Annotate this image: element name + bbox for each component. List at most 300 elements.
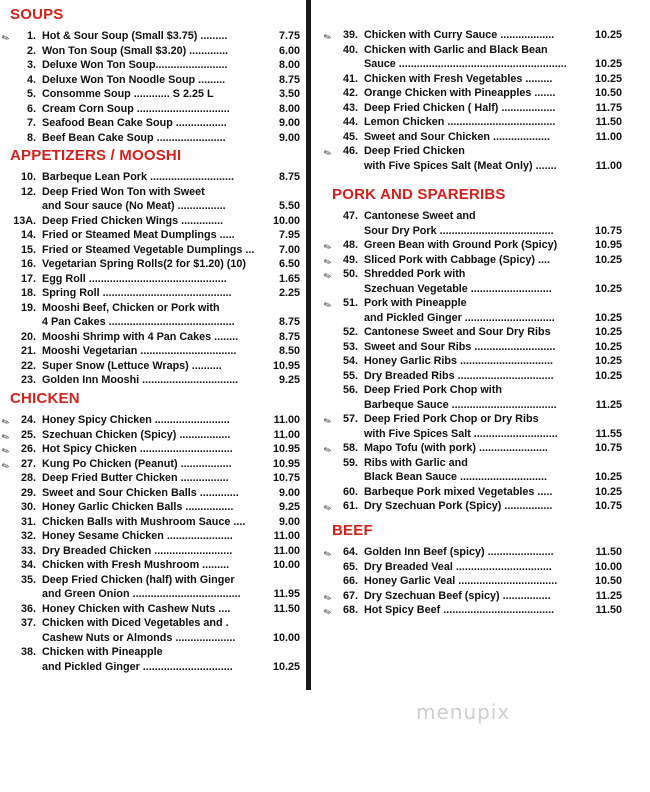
menu-item <box>10 170 300 185</box>
item-number: 28. <box>20 472 36 484</box>
menu-item <box>332 369 622 384</box>
item-number: 45. <box>342 130 358 143</box>
item-price: 10.25 <box>594 311 622 324</box>
item-number: 4. <box>26 73 36 86</box>
item-name: Beef Bean Cake Soup ....................... <box>42 131 226 144</box>
item-number: 19. <box>20 301 36 314</box>
item-name: Sweet and Sour Chicken ................... <box>364 130 550 143</box>
item-number: 37. <box>20 617 36 629</box>
item-price: 10.75 <box>594 224 622 237</box>
item-number: 41. <box>342 72 358 85</box>
item-price: 1.65 <box>278 272 300 285</box>
menu-item <box>332 398 622 413</box>
menu-item <box>10 272 300 287</box>
item-price: 11.50 <box>595 604 622 616</box>
item-name: Deep Fried Chicken Wings .............. <box>42 214 224 227</box>
item-name: Super Snow (Lettuce Wraps) .......... <box>42 359 222 372</box>
menu-item <box>10 515 300 530</box>
item-name: Dry Breaded Ribs ................................ <box>364 369 554 382</box>
item-name: Barbeque Pork mixed Vegetables ..... <box>364 485 553 498</box>
item-name: Golden Inn Beef (spicy) ...................... <box>364 546 554 558</box>
item-price: 8.00 <box>278 59 300 71</box>
item-number: 56. <box>342 384 358 396</box>
item-number: 31. <box>20 515 36 528</box>
spicy-marker-icon: ✎ <box>322 414 334 428</box>
item-number: 66. <box>342 575 358 587</box>
item-name: Shredded Pork with <box>364 268 466 280</box>
item-price: 10.25 <box>594 369 622 382</box>
menu-item <box>10 257 300 272</box>
item-name: Cream Corn Soup ............................... <box>42 102 230 115</box>
menu-item <box>332 354 622 369</box>
item-price: 11.00 <box>273 414 300 426</box>
section-title: PORK AND SPARERIBS <box>332 186 506 203</box>
item-number: 26. <box>20 443 36 455</box>
item-price: 10.25 <box>594 471 622 483</box>
menu-item <box>10 58 300 73</box>
item-price: 7.95 <box>278 229 300 241</box>
menu-item <box>332 57 622 72</box>
item-price: 11.50 <box>595 546 622 558</box>
item-name: Hot & Sour Soup (Small $3.75) ......... <box>42 30 228 42</box>
menu-item <box>10 602 300 617</box>
menu-item <box>322 589 622 604</box>
section-title: APPETIZERS / MOOSHI <box>10 147 182 164</box>
item-name: Sweet and Sour Chicken Balls ............. <box>42 486 239 499</box>
menu-item <box>10 286 300 301</box>
item-name: Honey Sesame Chicken ...................... <box>42 530 233 542</box>
menu-section <box>0 6 300 145</box>
item-number: 3. <box>26 59 36 71</box>
item-number: 53. <box>342 340 358 353</box>
menu-item <box>0 457 300 472</box>
menu-item <box>332 159 622 174</box>
item-price: 9.25 <box>278 501 300 513</box>
item-price: 11.25 <box>595 589 622 602</box>
item-number: 61. <box>342 500 358 512</box>
item-name: Szechuan Chicken (Spicy) ................. <box>42 428 231 441</box>
menu-section <box>10 147 300 388</box>
item-price: 11.50 <box>273 602 300 615</box>
menu-item <box>10 214 300 229</box>
item-price: 10.00 <box>272 214 300 227</box>
item-price: 10.25 <box>594 340 622 353</box>
item-price: 3.50 <box>278 88 300 100</box>
spicy-marker-icon: ✎ <box>0 31 12 45</box>
item-price: 6.00 <box>278 44 300 57</box>
menu-item <box>10 199 300 214</box>
menu-item <box>10 500 300 515</box>
item-price: 10.25 <box>594 253 622 266</box>
item-number: 57. <box>342 413 358 425</box>
menu-item <box>10 116 300 131</box>
menu-item <box>332 560 622 575</box>
item-name: Chicken Balls with Mushroom Sauce .... <box>42 515 246 528</box>
item-number: 39. <box>342 29 358 41</box>
item-price: 10.25 <box>272 660 300 673</box>
menu-item <box>10 315 300 330</box>
item-name: Sauce ........................................................ <box>364 58 567 70</box>
item-number: 34. <box>20 559 36 571</box>
item-name: Sour Dry Pork ...................................... <box>364 224 554 237</box>
item-number: 54. <box>342 355 358 367</box>
spicy-marker-icon: ✎ <box>322 30 334 44</box>
menu-item <box>10 529 300 544</box>
item-number: 52. <box>342 326 358 338</box>
item-name: Fried or Steamed Meat Dumplings ..... <box>42 229 235 241</box>
item-name: Honey Garlic Ribs ............................... <box>364 355 553 367</box>
menu-item <box>332 72 622 87</box>
item-price: 10.95 <box>272 457 300 470</box>
spicy-marker-icon: ✎ <box>322 298 334 312</box>
menu-section <box>322 522 622 619</box>
item-number: 10. <box>20 171 36 183</box>
item-price: 10.50 <box>594 575 622 587</box>
item-name: Cashew Nuts or Almonds .................... <box>42 631 236 644</box>
menu-item <box>332 383 622 398</box>
item-name: Golden Inn Mooshi ................................ <box>42 374 239 386</box>
item-number: 24. <box>20 414 36 426</box>
item-number: 48. <box>342 239 358 251</box>
menu-item <box>322 238 622 254</box>
item-name: Chicken with Curry Sauce .................. <box>364 29 555 41</box>
item-number: 49. <box>342 253 358 266</box>
item-number: 46. <box>342 145 358 157</box>
menu-item <box>332 86 622 101</box>
item-number: 27. <box>20 457 36 470</box>
item-name: Mooshi Vegetarian ................................ <box>42 345 237 357</box>
menu-item <box>322 603 622 619</box>
menu-item <box>332 209 622 224</box>
spicy-marker-icon: ✎ <box>322 255 334 268</box>
spicy-marker-icon: ✎ <box>322 443 334 457</box>
item-name: Barbeque Lean Pork ............................ <box>42 171 234 183</box>
item-name: Dry Szechuan Pork (Spicy) ................ <box>364 500 553 512</box>
menu-item <box>10 73 300 88</box>
menu-item <box>322 545 622 561</box>
item-name: Vegetarian Spring Rolls(2 for $1.20) (10) <box>42 258 247 270</box>
item-price: 9.00 <box>278 131 300 144</box>
menu-item <box>322 499 622 515</box>
item-number: 16. <box>20 258 36 270</box>
item-name: Deep Fried Won Ton with Sweet <box>42 185 205 198</box>
menu-item <box>332 282 622 297</box>
item-name: Dry Szechuan Beef (spicy) ................ <box>364 589 551 602</box>
menu-item <box>332 101 622 116</box>
menu-item <box>332 325 622 340</box>
item-number: 60. <box>342 485 358 498</box>
menu-item <box>332 43 622 58</box>
item-price: 10.25 <box>594 326 622 338</box>
menu-item <box>10 102 300 117</box>
menu-item <box>322 412 622 428</box>
item-name: Orange Chicken with Pineapples ....... <box>364 87 556 99</box>
item-name: Chicken with Fresh Mushroom ......... <box>42 559 230 571</box>
item-number: 32. <box>20 530 36 542</box>
menu-item <box>332 115 622 130</box>
item-number: 42. <box>342 87 358 99</box>
menu-item <box>10 660 300 675</box>
watermark: menupix <box>416 700 511 724</box>
menu-item <box>10 645 300 660</box>
item-price: 10.25 <box>594 282 622 295</box>
item-number: 64. <box>342 546 358 558</box>
menu-item <box>322 441 622 457</box>
menu-item <box>332 485 622 500</box>
item-name: Black Bean Sauce ............................. <box>364 471 548 483</box>
spicy-marker-icon: ✎ <box>322 605 334 619</box>
spicy-marker-icon: ✎ <box>0 459 12 472</box>
menu-item <box>10 486 300 501</box>
item-name: Deluxe Won Ton Soup........................ <box>42 59 228 71</box>
menu-item <box>10 573 300 588</box>
menu-section <box>322 186 622 515</box>
item-name: Deep Fried Pork Chop with <box>364 384 502 396</box>
item-name: Deluxe Won Ton Noodle Soup ......... <box>42 73 226 86</box>
item-price: 6.50 <box>278 258 300 270</box>
menu-section <box>322 28 622 173</box>
item-name: Pork with Pineapple <box>364 297 467 309</box>
item-name: with Five Spices Salt (Meat Only) ....... <box>364 159 557 172</box>
menu-item <box>332 224 622 239</box>
item-price: 8.75 <box>278 330 300 343</box>
item-price: 10.25 <box>594 72 622 85</box>
item-number: 5. <box>26 88 36 100</box>
item-name: Sliced Pork with Cabbage (Spicy) .... <box>364 253 550 266</box>
menu-item <box>10 544 300 559</box>
item-number: 44. <box>342 116 358 128</box>
item-price: 10.00 <box>272 559 300 571</box>
item-price: 10.75 <box>594 500 622 512</box>
item-price: 10.25 <box>594 355 622 367</box>
item-number: 23. <box>20 374 36 386</box>
item-name: Barbeque Sauce ................................... <box>364 398 557 411</box>
menu-item <box>332 130 622 145</box>
item-price: 8.75 <box>278 73 300 86</box>
item-price: 10.25 <box>594 485 622 498</box>
item-price: 8.75 <box>278 316 300 328</box>
item-number: 51. <box>342 297 358 309</box>
item-number: 68. <box>342 604 358 616</box>
item-price: 11.00 <box>595 159 622 172</box>
menu-item <box>0 428 300 443</box>
item-number: 1. <box>26 30 36 42</box>
item-price: 8.50 <box>278 345 300 357</box>
menu-item <box>322 253 622 268</box>
item-number: 33. <box>20 544 36 557</box>
item-name: Dry Breaded Chicken .......................... <box>42 544 233 557</box>
spicy-marker-icon: ✎ <box>322 501 334 515</box>
item-number: 18. <box>20 287 36 299</box>
item-name: Honey Garlic Veal ................................. <box>364 575 558 587</box>
item-price: 10.25 <box>594 29 622 41</box>
item-name: Deep Fried Pork Chop or Dry Ribs <box>364 413 539 425</box>
item-name: Chicken with Diced Vegetables and . <box>42 617 229 629</box>
menu-item <box>332 427 622 442</box>
item-name: Chicken with Pineapple <box>42 646 163 658</box>
item-number: 29. <box>20 486 36 499</box>
item-number: 55. <box>342 369 358 382</box>
item-number: 7. <box>26 117 36 129</box>
menu-item <box>10 87 300 102</box>
menu-item <box>10 373 300 388</box>
item-price: 11.55 <box>595 427 622 440</box>
item-name: Deep Fried Butter Chicken ................ <box>42 472 229 484</box>
item-name: Egg Roll .............................................. <box>42 272 227 285</box>
item-number: 43. <box>342 101 358 114</box>
menu-item <box>10 587 300 602</box>
item-number: 22. <box>20 359 36 372</box>
item-number: 59. <box>342 456 358 469</box>
item-name: Cantonese Sweet and <box>364 210 476 222</box>
item-name: Honey Garlic Chicken Balls ................ <box>42 501 234 513</box>
item-name: and Green Onion .................................... <box>42 588 241 600</box>
item-name: Honey Chicken with Cashew Nuts .... <box>42 602 231 615</box>
menu-item <box>10 301 300 316</box>
spicy-marker-icon: ✎ <box>0 444 12 458</box>
item-number: 38. <box>20 646 36 658</box>
item-name: Kung Po Chicken (Peanut) ................. <box>42 457 232 470</box>
item-price: 11.50 <box>595 116 622 128</box>
item-price: 2.25 <box>278 287 300 299</box>
item-price: 5.50 <box>278 200 300 212</box>
item-number: 2. <box>26 44 36 57</box>
section-title: SOUPS <box>10 6 64 23</box>
menu-item <box>332 574 622 589</box>
item-price: 10.95 <box>594 239 622 251</box>
spicy-marker-icon: ✎ <box>322 240 334 254</box>
item-name: Won Ton Soup (Small $3.20) ............. <box>42 44 229 57</box>
menu-item <box>322 144 622 160</box>
menu-item <box>10 344 300 359</box>
item-price: 11.00 <box>273 428 300 441</box>
item-name: Spring Roll ........................................... <box>42 287 232 299</box>
menu-item <box>10 185 300 200</box>
menu-item <box>0 413 300 429</box>
item-number: 65. <box>342 560 358 573</box>
item-price: 10.95 <box>272 443 300 455</box>
item-name: Consomme Soup ............ S 2.25 L <box>42 88 214 100</box>
item-price: 10.75 <box>272 472 300 484</box>
menu-item <box>10 616 300 631</box>
item-number: 50. <box>342 268 358 280</box>
item-price: 7.00 <box>278 243 300 256</box>
spicy-marker-icon: ✎ <box>322 591 334 604</box>
item-number: 47. <box>342 210 358 222</box>
item-number: 67. <box>342 589 358 602</box>
item-name: Deep Fried Chicken (half) with Ginger <box>42 573 235 586</box>
item-number: 30. <box>20 501 36 513</box>
menu-item <box>332 340 622 355</box>
item-number: 8. <box>26 131 36 144</box>
item-number: 15. <box>20 243 36 256</box>
column-divider <box>306 0 311 690</box>
spicy-marker-icon: ✎ <box>0 430 12 443</box>
menu-section <box>0 390 300 674</box>
item-price: 11.75 <box>595 101 622 114</box>
menu-item <box>322 267 622 283</box>
item-price: 8.75 <box>278 171 300 183</box>
item-name: Green Bean with Ground Pork (Spicy) <box>364 239 558 251</box>
item-number: 6. <box>26 102 36 115</box>
item-name: and Pickled Ginger .............................. <box>364 311 555 324</box>
item-name: Chicken with Fresh Vegetables ......... <box>364 72 553 85</box>
item-price: 10.00 <box>272 631 300 644</box>
spicy-marker-icon: ✎ <box>322 547 334 561</box>
menu-item <box>332 456 622 471</box>
menu-item <box>0 442 300 458</box>
item-number: 20. <box>20 330 36 343</box>
menu-item <box>10 558 300 573</box>
item-name: Deep Fried Chicken ( Half) .................. <box>364 101 556 114</box>
item-number: 25. <box>20 428 36 441</box>
menu-item <box>10 131 300 146</box>
item-price: 9.25 <box>278 374 300 386</box>
menu-item <box>10 44 300 59</box>
item-name: Mooshi Beef, Chicken or Pork with <box>42 301 220 314</box>
spicy-marker-icon: ✎ <box>322 146 334 160</box>
item-name: and Pickled Ginger .............................. <box>42 660 233 673</box>
item-name: Sweet and Sour Ribs ........................... <box>364 340 556 353</box>
menu-item <box>10 471 300 486</box>
item-number: 40. <box>342 43 358 56</box>
item-name: and Sour sauce (No Meat) ................ <box>42 200 226 212</box>
item-number: 21. <box>20 345 36 357</box>
item-price: 9.00 <box>278 515 300 528</box>
item-price: 9.00 <box>278 117 300 129</box>
item-number: 35. <box>20 573 36 586</box>
item-name: Szechuan Vegetable ........................... <box>364 282 552 295</box>
section-title: CHICKEN <box>10 390 80 407</box>
item-price: 10.00 <box>594 560 622 573</box>
item-price: 10.50 <box>594 87 622 99</box>
menu-item <box>10 330 300 345</box>
menu-item <box>332 470 622 485</box>
item-name: Deep Fried Chicken <box>364 145 465 157</box>
menu-item <box>322 28 622 44</box>
item-price: 10.75 <box>594 442 622 454</box>
item-name: Mooshi Shrimp with 4 Pan Cakes ........ <box>42 330 239 343</box>
menu-item <box>10 631 300 646</box>
menu-item <box>322 296 622 312</box>
item-name: Hot Spicy Beef ..................................... <box>364 604 555 616</box>
item-price: 11.00 <box>273 530 300 542</box>
item-price: 11.00 <box>273 544 300 557</box>
item-name: with Five Spices Salt ............................ <box>364 427 558 440</box>
item-name: Honey Spicy Chicken ......................... <box>42 414 230 426</box>
item-name: Dry Breaded Veal ................................ <box>364 560 552 573</box>
item-name: Seafood Bean Cake Soup ................. <box>42 117 227 129</box>
item-name: Hot Spicy Chicken ............................... <box>42 443 233 455</box>
item-name: Cantonese Sweet and Sour Dry Ribs <box>364 326 551 338</box>
item-price: 11.00 <box>595 130 622 143</box>
item-number: 14. <box>20 229 36 241</box>
item-name: Mapo Tofu (with pork) ....................... <box>364 442 548 454</box>
item-price: 7.75 <box>278 30 300 42</box>
item-name: 4 Pan Cakes .......................................... <box>42 316 235 328</box>
item-number: 36. <box>20 602 36 615</box>
section-title: BEEF <box>332 522 373 539</box>
item-price: 10.95 <box>272 359 300 372</box>
menu-item <box>10 243 300 258</box>
item-price: 11.25 <box>595 398 622 411</box>
spicy-marker-icon: ✎ <box>0 415 12 429</box>
item-price: 8.00 <box>278 102 300 115</box>
item-price: 11.95 <box>273 588 300 600</box>
item-number: 17. <box>20 272 36 285</box>
spicy-marker-icon: ✎ <box>322 269 334 283</box>
item-price: 9.00 <box>278 486 300 499</box>
